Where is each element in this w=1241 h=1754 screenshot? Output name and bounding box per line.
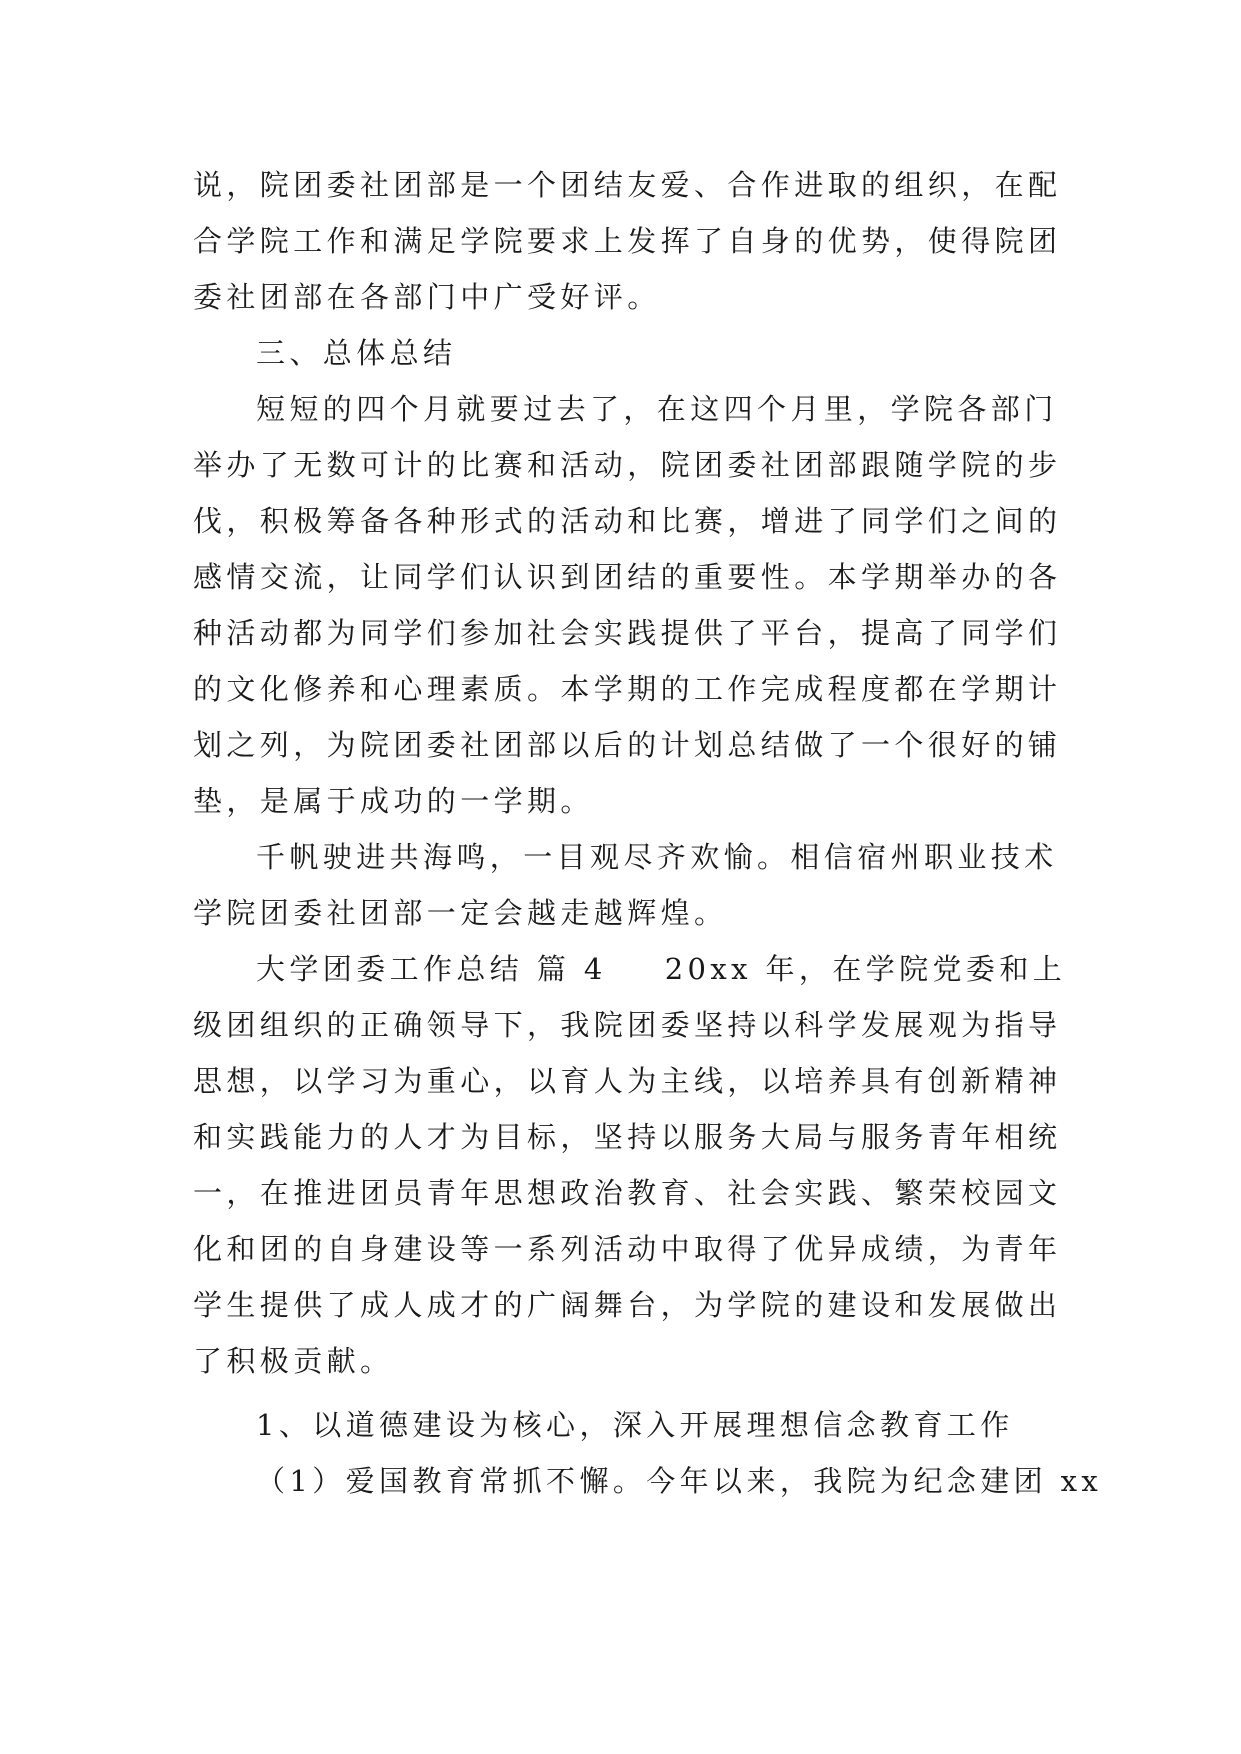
paragraph-line: 垫，是属于成功的一学期。 — [193, 784, 594, 818]
section-heading: 三、总体总结 — [256, 336, 457, 370]
paragraph-line: 合学院工作和满足学院要求上发挥了自身的优势，使得院团 — [193, 224, 1062, 258]
paragraph-line: 级团组织的正确领导下，我院团委坚持以科学发展观为指导 — [193, 1008, 1062, 1042]
paragraph-line: 委社团部在各部门中广受好评。 — [193, 280, 661, 314]
paragraph-line: 学生提供了成人成才的广阔舞台，为学院的建设和发展做出 — [193, 1288, 1062, 1322]
paragraph-line: 了积极贡献。 — [193, 1344, 394, 1378]
paragraph-line: （1）爱国教育常抓不懈。今年以来，我院为纪念建团 xx — [256, 1464, 1103, 1498]
paragraph-line: 感情交流，让同学们认识到团结的重要性。本学期举办的各 — [193, 560, 1062, 594]
subsection-heading: 1、以道德建设为核心，深入开展理想信念教育工作 — [256, 1408, 1014, 1442]
paragraph-line: 学院团委社团部一定会越走越辉煌。 — [193, 896, 728, 930]
paragraph-line: 化和团的自身建设等一系列活动中取得了优异成绩，为青年 — [193, 1232, 1062, 1266]
paragraph-line: 思想，以学习为重心，以育人为主线，以培养具有创新精神 — [193, 1064, 1062, 1098]
article-heading-line — [193, 941, 1067, 997]
paragraph-line: 说，院团委社团部是一个团结友爱、合作进取的组织，在配 — [193, 168, 1062, 202]
paragraph-line: 种活动都为同学们参加社会实践提供了平台，提高了同学们 — [193, 616, 1062, 650]
document-body — [193, 157, 1103, 1509]
paragraph-line: 伐，积极筹备各种形式的活动和比赛，增进了同学们之间的 — [193, 504, 1062, 538]
paragraph-line: 一，在推进团员青年思想政治教育、社会实践、繁荣校园文 — [193, 1176, 1062, 1210]
paragraph-line: 千帆驶进共海鸣，一目观尽齐欢愉。相信宿州职业技术 — [256, 840, 1058, 874]
paragraph-line: 的文化修养和心理素质。本学期的工作完成程度都在学期计 — [193, 672, 1062, 706]
paragraph-line: 举办了无数可计的比赛和活动，院团委社团部跟随学院的步 — [193, 448, 1062, 482]
paragraph-start: 20xx 年，在学院党委和上 — [664, 952, 1067, 986]
paragraph-line: 和实践能力的人才为目标，坚持以服务大局与服务青年相统 — [193, 1120, 1062, 1154]
paragraph-line: 短短的四个月就要过去了，在这四个月里，学院各部门 — [256, 392, 1058, 426]
paragraph-line: 划之列，为院团委社团部以后的计划总结做了一个很好的铺 — [193, 728, 1062, 762]
article-title: 大学团委工作总结 篇 4 — [256, 952, 607, 986]
